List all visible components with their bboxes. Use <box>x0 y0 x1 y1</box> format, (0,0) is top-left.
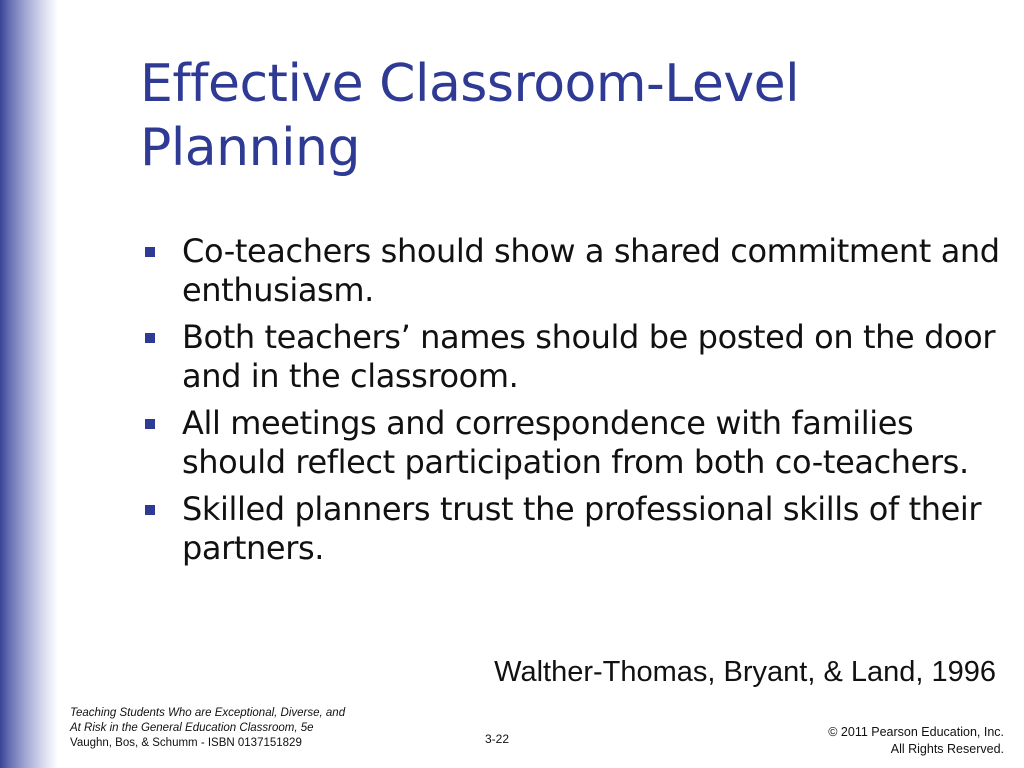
title-line-1: Effective Classroom-Level <box>140 54 800 114</box>
footer-book-info <box>70 706 400 751</box>
footer-book-title-line-2: At Risk in the General Education Classroom, 5e <box>70 722 314 734</box>
copyright-text: © 2011 Pearson Education, Inc. <box>828 725 1004 739</box>
bullet-text: Skilled planners trust the professional skills of their partners. <box>182 490 982 567</box>
square-bullet-icon <box>145 333 155 343</box>
bullet-item <box>142 404 1004 482</box>
square-bullet-icon <box>145 419 155 429</box>
bullet-item <box>142 490 1004 568</box>
bullet-text: Co-teachers should show a shared commitment and enthusiasm. <box>182 232 1000 309</box>
page-number: 3-22 <box>485 732 510 746</box>
rights-text: All Rights Reserved. <box>890 742 1004 756</box>
footer-authors: Vaughn, Bos, & Schumm - ISBN 0137151829 <box>70 737 302 749</box>
side-gradient-bar <box>0 0 58 768</box>
bullet-item <box>142 232 1004 310</box>
footer-copyright <box>828 724 1004 758</box>
title-line-2: Planning <box>140 118 360 178</box>
slide-title <box>140 52 1000 180</box>
square-bullet-icon <box>145 247 155 257</box>
footer-book-title-line-1: Teaching Students Who are Exceptional, Diverse, and <box>70 707 346 719</box>
bullet-list <box>142 232 1004 576</box>
bullet-item <box>142 318 1004 396</box>
bullet-text: Both teachers’ names should be posted on the door and in the classroom. <box>182 318 996 395</box>
bullet-text: All meetings and correspondence with families should reflect participation from both co-teachers. <box>182 404 969 481</box>
square-bullet-icon <box>145 505 155 515</box>
citation: Walther-Thomas, Bryant, & Land, 1996 <box>494 656 996 688</box>
